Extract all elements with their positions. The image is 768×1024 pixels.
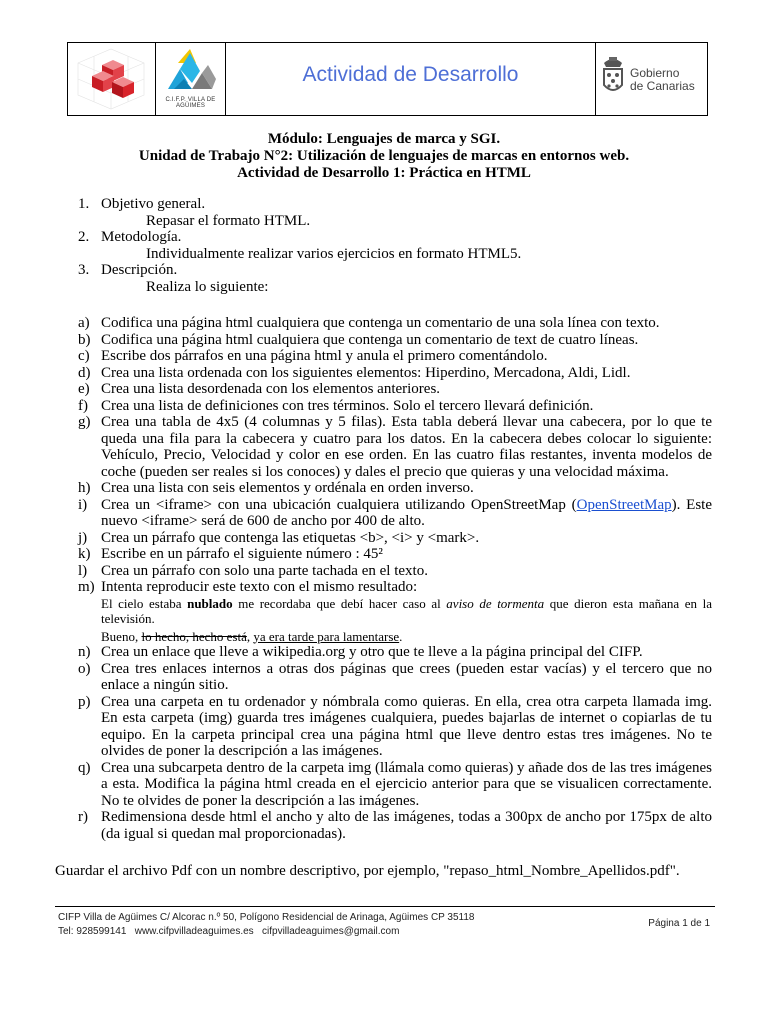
header-title: Actividad de Desarrollo [302, 63, 519, 86]
task-letter: r) [78, 809, 88, 825]
task-letter: j) [78, 529, 88, 546]
footer-divider [55, 906, 715, 907]
task-text: Codifica una página html cualquiera que contenga un comentario de text de cuatro líneas. [101, 331, 639, 348]
gobierno-line-2: de Canarias [630, 79, 695, 93]
task-letter: f) [78, 397, 88, 414]
section-number: 2. [78, 229, 90, 245]
task-text: Crea un enlace que lleve a wikipedia.org y otro que te lleve a la página principal del CIFP. [101, 644, 643, 660]
task-text: ). Este nuevo <iframe> será de 600 de ancho por 400 de alto. [101, 496, 712, 529]
task-letter: e) [78, 381, 90, 397]
task-text: Escribe dos párrafos en una página html y anula el primero comentándolo. [101, 348, 548, 364]
section-descripcion [78, 262, 521, 295]
header-title-cell [226, 43, 596, 115]
openstreetmap-link[interactable]: OpenStreetMap [576, 496, 672, 513]
header-logo-cell-cifp [156, 43, 226, 115]
example-italic: aviso de tormenta [446, 595, 545, 611]
task-o [78, 661, 712, 694]
document-title [0, 131, 768, 182]
task-letter: q) [78, 759, 91, 776]
task-b [78, 332, 712, 349]
task-text: Intenta reproducir este texto con el mismo resultado: [101, 579, 418, 595]
task-g [78, 414, 712, 480]
section-objetivo [78, 196, 521, 229]
task-f [78, 398, 712, 415]
task-text: Crea un <iframe> con una ubicación cualquiera utilizando OpenStreetMap ( [101, 496, 577, 513]
example-strikethrough: lo hecho, hecho está [141, 628, 247, 644]
cubes-logo-icon [68, 43, 154, 115]
section-title: Objetivo general. [101, 196, 206, 212]
document-header [67, 42, 708, 116]
gobierno-canarias-crest-icon [600, 55, 626, 99]
title-activity: Actividad de Desarrollo 1: Práctica en HTML [237, 165, 531, 181]
task-text: Crea una lista de definiciones con tres términos. Solo el tercero llevará definición. [101, 397, 594, 414]
task-a [78, 315, 712, 332]
title-module: Módulo: Lenguajes de marca y SGI. [267, 131, 501, 147]
example-text: me recordaba que debí hacer caso al [232, 595, 447, 611]
save-instructions: Guardar el archivo Pdf con un nombre descriptivo, por ejemplo, "repaso_html_Nombre_Apellidos.pdf". [55, 863, 680, 879]
task-q [78, 760, 712, 810]
section-metodologia [78, 229, 521, 262]
example-paragraph-2 [101, 629, 712, 645]
section-title: Metodología. [101, 229, 182, 245]
cifp-agueimes-logo-icon [156, 43, 224, 103]
section-title: Descripción. [101, 262, 178, 278]
task-text: Escribe en un párrafo el siguiente número : 45² [101, 546, 383, 562]
task-letter: i) [78, 496, 88, 513]
example-text: Bueno, [101, 628, 142, 644]
numbered-sections [78, 196, 521, 295]
example-underline: ya era tarde para lamentarse [253, 628, 400, 644]
task-text: Crea una lista desordenada con los elementos anteriores. [101, 381, 441, 397]
gobierno-line-1: Gobierno [630, 66, 680, 80]
gobierno-logo-text [630, 67, 695, 93]
example-text: que dieron esta mañana en la televisión. [101, 595, 712, 626]
section-body: Repasar el formato HTML. [146, 212, 311, 229]
task-letter: d) [78, 364, 91, 381]
task-text: Crea una tabla de 4x5 (4 columnas y 5 filas). Esta tabla deberá llevar una cabecera, por lo que te queda una fila para la cabecera y cuatro para los datos. En la cabecera debes colocar lo siguiente: Vehículo, Precio, Velocidad y color en ese orden. En las cuatro filas restantes, inventa modelos de coche (pueden ser reales si los conoces) y dales el precio que quieras y una velocidad máxima. [101, 414, 712, 480]
task-letter: g) [78, 414, 91, 430]
task-text: Redimensiona desde html el ancho y alto de las imágenes, todas a 300px de ancho por 175px de alto (da igual si quedan mal proporcionadas). [101, 809, 712, 842]
task-letter: m) [78, 579, 95, 595]
task-letter: p) [78, 693, 91, 710]
section-body: Individualmente realizar varios ejercicios en formato HTML5. [146, 245, 522, 262]
task-m [78, 579, 712, 644]
example-text: El cielo estaba [101, 595, 188, 611]
section-body: Realiza lo siguiente: [146, 278, 269, 295]
section-number: 1. [78, 196, 90, 212]
task-letter: b) [78, 331, 91, 348]
task-l [78, 563, 712, 580]
cifp-logo-caption: C.I.F.P. VILLA DE AGÜIMES [165, 97, 216, 109]
section-number: 3. [78, 262, 90, 278]
header-logo-cell-left [68, 43, 156, 115]
task-text: Codifica una página html cualquiera que contenga un comentario de una sola línea con texto. [101, 315, 660, 331]
header-logo-cell-gobierno [596, 43, 707, 115]
task-c [78, 348, 712, 365]
task-i [78, 497, 712, 530]
task-letter: n) [78, 644, 91, 660]
footer-contact-line: Tel: 928599141 www.cifpvilladeaguimes.es cifpvilladeaguimes@gmail.com [58, 926, 400, 937]
task-letter: h) [78, 480, 91, 496]
task-r [78, 809, 712, 842]
task-letter: a) [78, 315, 90, 331]
task-p [78, 694, 712, 760]
task-text: Crea una lista con seis elementos y ordénala en orden inverso. [101, 480, 474, 496]
task-j [78, 530, 712, 547]
task-e [78, 381, 712, 398]
task-text: Crea un párrafo que contenga las etiquetas <b>, <i> y <mark>. [101, 529, 480, 546]
footer-address [58, 911, 475, 939]
example-paragraph-1 [101, 596, 712, 627]
task-list [78, 315, 712, 842]
task-text: Crea una subcarpeta dentro de la carpeta img (llámala como quieras) y añade dos de las tres imágenes a esta. Modifica la página html creada en el ejercicio anterior para que se visualicen correctamente. No te olvides de poner la descripción a las imágenes. [101, 759, 712, 809]
example-text: , [246, 628, 254, 644]
task-letter: k) [78, 546, 91, 562]
task-d [78, 365, 712, 382]
footer-address-line: CIFP Villa de Agüimes C/ Alcorac n.º 50, Polígono Residencial de Arinaga, Agüimes CP 35118 [58, 912, 475, 923]
task-text: Crea tres enlaces internos a otras dos páginas que crees (pueden estar vacías) y el tercero que no enlace a ningún sitio. [101, 660, 712, 693]
task-n [78, 644, 712, 661]
task-text: Crea una carpeta en tu ordenador y nómbrala como quieras. En ella, crea otra carpeta llamada img. En esta carpeta (img) guarda tres imágenes cualquiera, puedes bajarlas de internet o copiarlas de tu equipo. En la carpeta principal crea una página html que lleve dentro estas tres imágenes. No te olvides de poner la descripción a las imágenes. [101, 693, 712, 759]
task-letter: o) [78, 660, 91, 677]
task-letter: c) [78, 348, 90, 364]
example-text: . [399, 628, 403, 644]
task-text: Crea una lista ordenada con los siguientes elementos: Hiperdino, Mercadona, Aldi, Lidl. [101, 364, 631, 381]
task-letter: l) [78, 562, 88, 579]
example-bold: nublado [187, 595, 233, 611]
title-unit: Unidad de Trabajo N°2: Utilización de lenguajes de marcas en entornos web. [138, 148, 630, 164]
footer-page-number: Página 1 de 1 [648, 918, 710, 929]
task-k [78, 546, 712, 563]
task-h [78, 480, 712, 497]
task-text: Crea un párrafo con solo una parte tachada en el texto. [101, 562, 428, 579]
